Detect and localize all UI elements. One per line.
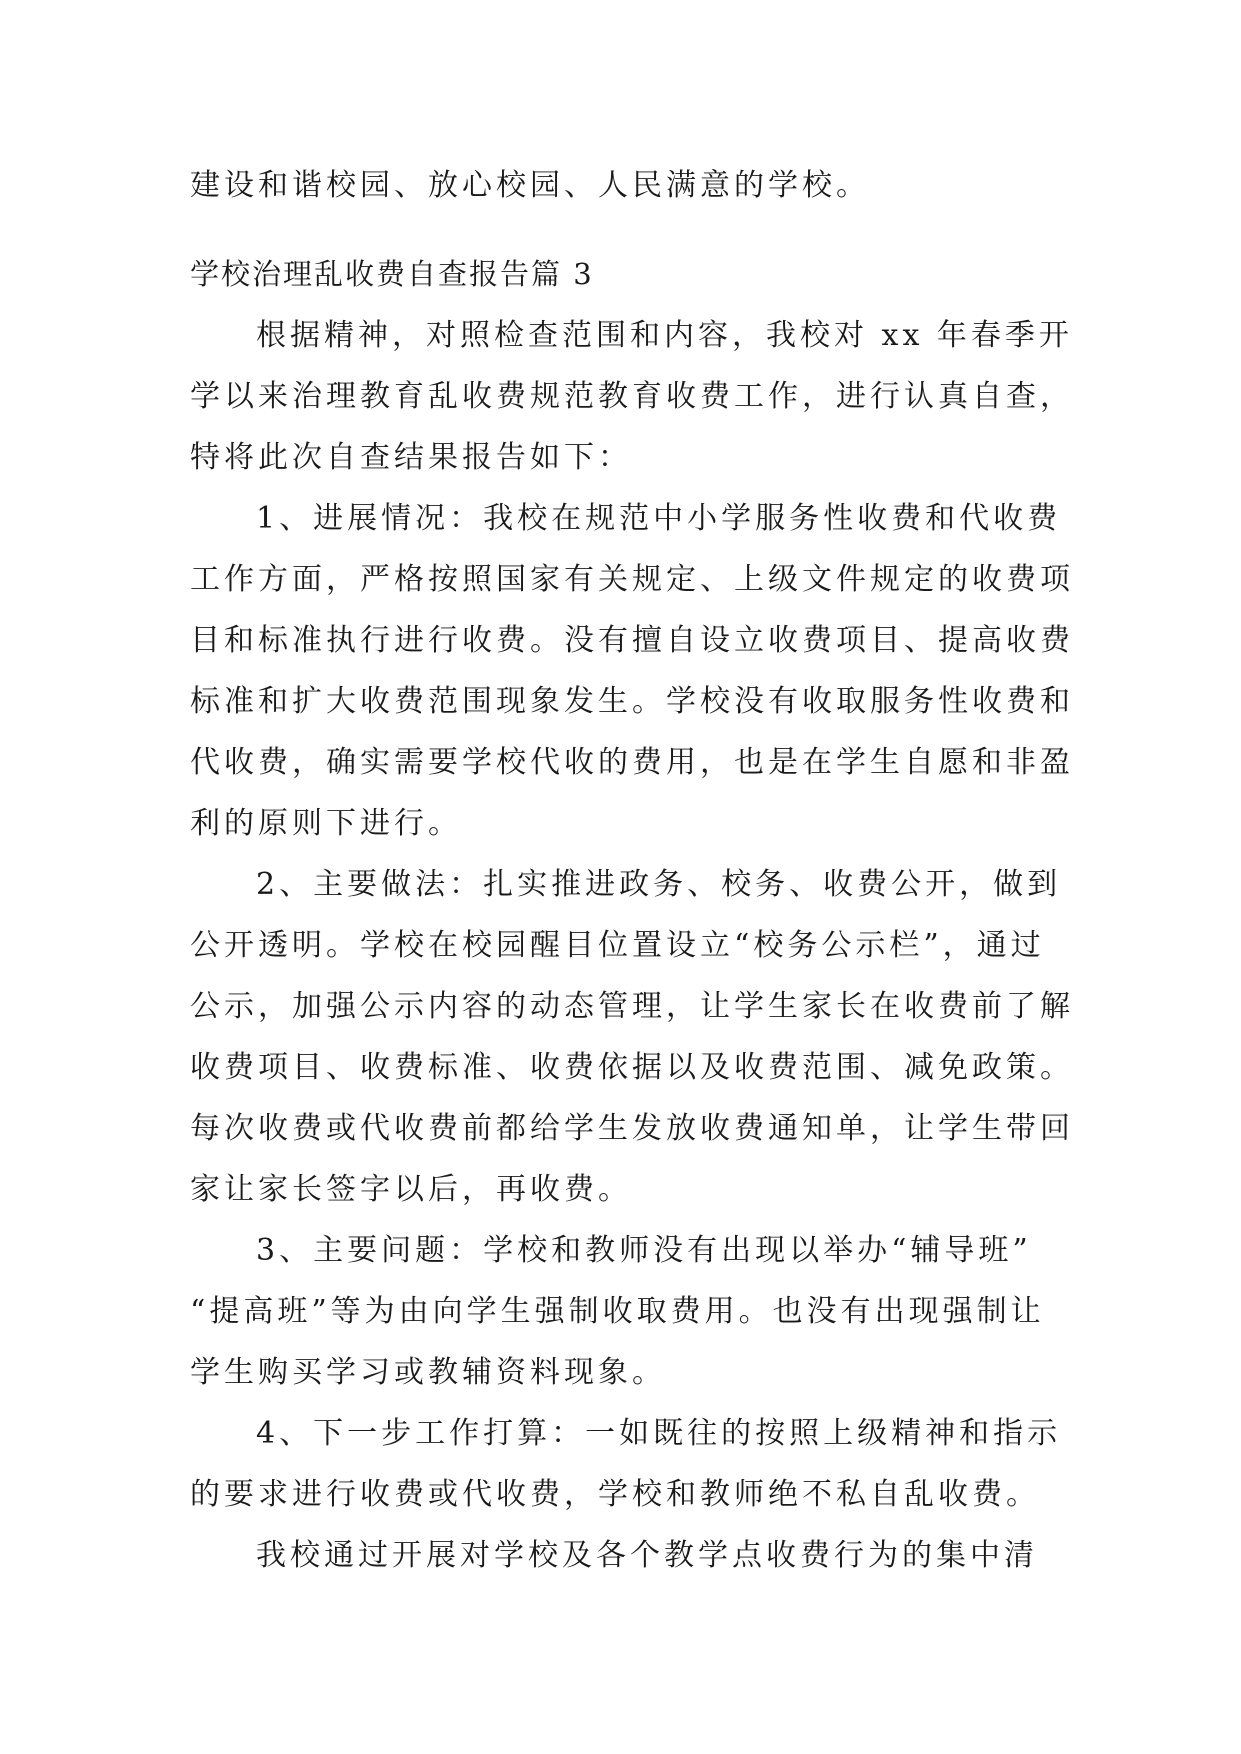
paragraph-line: 根据精神，对照检查范围和内容，我校对 xx 年春季开 (256, 318, 1073, 353)
intro-line: 建设和谐校园、放心校园、人民满意的学校。 (190, 168, 870, 203)
paragraph-methods (190, 854, 1074, 1220)
paragraph-line: 目和标准执行进行收费。没有擅自设立收费项目、提高收费 (190, 623, 1074, 658)
paragraph-intro (190, 305, 1074, 488)
paragraph-line: 代收费，确实需要学校代收的费用，也是在学生自愿和非盈 (190, 745, 1074, 780)
paragraph-line: 3、主要问题：学校和教师没有出现以举办“辅导班” (256, 1233, 1032, 1268)
paragraph-line: 学生购买学习或教辅资料现象。 (190, 1355, 666, 1390)
paragraph-line: 公开透明。学校在校园醒目位置设立“校务公示栏”，通过 (190, 928, 1045, 963)
paragraph-line: 每次收费或代收费前都给学生发放收费通知单，让学生带回 (190, 1111, 1074, 1146)
paragraph-line: 1、进展情况：我校在规范中小学服务性收费和代收费 (256, 501, 1062, 536)
paragraph-line: 4、下一步工作打算：一如既往的按照上级精神和指示 (256, 1416, 1062, 1451)
paragraph-line: 的要求进行收费或代收费，学校和教师绝不私自乱收费。 (190, 1477, 1040, 1512)
section-heading: 学校治理乱收费自查报告篇 3 (190, 257, 594, 291)
paragraph-line: 2、主要做法：扎实推进政务、校务、收费公开，做到 (256, 867, 1062, 902)
paragraph-line: 收费项目、收费标准、收费依据以及收费范围、减免政策。 (190, 1050, 1074, 1085)
paragraph-line: 公示，加强公示内容的动态管理，让学生家长在收费前了解 (190, 989, 1074, 1024)
paragraph-line: 利的原则下进行。 (190, 806, 462, 841)
paragraph-line: 工作方面，严格按照国家有关规定、上级文件规定的收费项 (190, 562, 1074, 597)
paragraph-progress (190, 488, 1074, 854)
section-spacer (190, 216, 1058, 244)
paragraph-closing (190, 1525, 1058, 1586)
paragraph-line: 家让家长签字以后，再收费。 (190, 1172, 632, 1207)
document-body (190, 155, 1074, 1586)
paragraph-line: 特将此次自查结果报告如下： (190, 440, 632, 475)
paragraph-line: “提高班”等为由向学生强制收取费用。也没有出现强制让 (190, 1294, 1045, 1329)
paragraph-line: 我校通过开展对学校及各个教学点收费行为的集中清 (256, 1538, 1038, 1573)
paragraph-next-steps (190, 1403, 1062, 1525)
paragraph-problems (190, 1220, 1058, 1403)
paragraph-line: 标准和扩大收费范围现象发生。学校没有收取服务性收费和 (190, 684, 1074, 719)
paragraph-line: 学以来治理教育乱收费规范教育收费工作，进行认真自查， (190, 379, 1074, 414)
